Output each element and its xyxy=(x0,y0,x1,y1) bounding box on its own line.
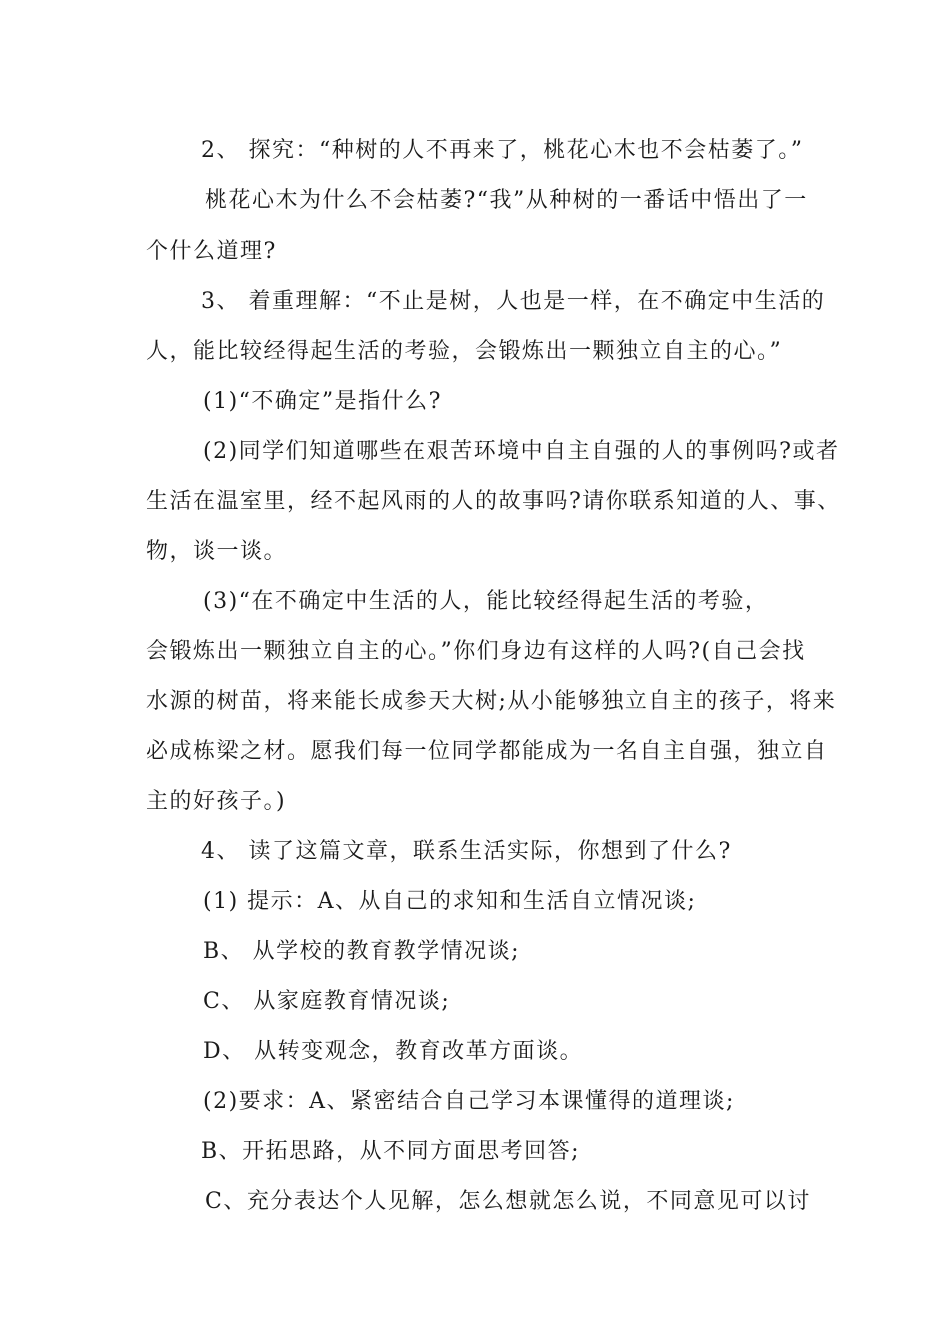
text-line: (1) 提示：A、从自己的求知和生活自立情况谈; xyxy=(203,889,697,914)
text-line: B、开拓思路，从不同方面思考回答; xyxy=(201,1139,581,1164)
text-line: 会锻炼出一颗独立自主的心。”你们身边有这样的人吗?(自己会找 xyxy=(146,639,806,664)
text-line: C、 从家庭教育情况谈; xyxy=(203,989,451,1014)
text-line: 物，谈一谈。 xyxy=(146,539,288,564)
text-line: (1)“不确定”是指什么? xyxy=(203,389,442,414)
text-line: 水源的树苗，将来能长成参天大树;从小能够独立自主的孩子，将来 xyxy=(146,689,837,714)
text-line: 生活在温室里，经不起风雨的人的故事吗?请你联系知道的人、事、 xyxy=(146,489,841,514)
text-line: (2)同学们知道哪些在艰苦环境中自主自强的人的事例吗?或者 xyxy=(203,439,840,464)
text-line: 个什么道理? xyxy=(146,239,277,264)
text-line: (3)“在不确定中生活的人，能比较经得起生活的考验， xyxy=(203,589,769,614)
text-line: 2、 探究：“种树的人不再来了，桃花心木也不会枯萎了。” xyxy=(201,138,804,163)
text-line: C、充分表达个人见解，怎么想就怎么说，不同意见可以讨 xyxy=(205,1189,811,1214)
text-line: 主的好孩子。) xyxy=(146,789,287,814)
text-line: 4、 读了这篇文章，联系生活实际，你想到了什么? xyxy=(201,839,732,864)
text-line: 3、 着重理解：“不止是树，人也是一样，在不确定中生活的 xyxy=(201,289,826,314)
text-line: 必成栋梁之材。愿我们每一位同学都能成为一名自主自强，独立自 xyxy=(146,739,828,764)
text-line: B、 从学校的教育教学情况谈; xyxy=(203,939,521,964)
text-line: 桃花心木为什么不会枯萎?“我”从种树的一番话中悟出了一 xyxy=(205,188,808,213)
text-line: 人，能比较经得起生活的考验，会锻炼出一颗独立自主的心。” xyxy=(146,339,783,364)
text-line: D、 从转变观念，教育改革方面谈。 xyxy=(203,1039,584,1064)
text-line: (2)要求：A、紧密结合自己学习本课懂得的道理谈; xyxy=(203,1089,735,1114)
